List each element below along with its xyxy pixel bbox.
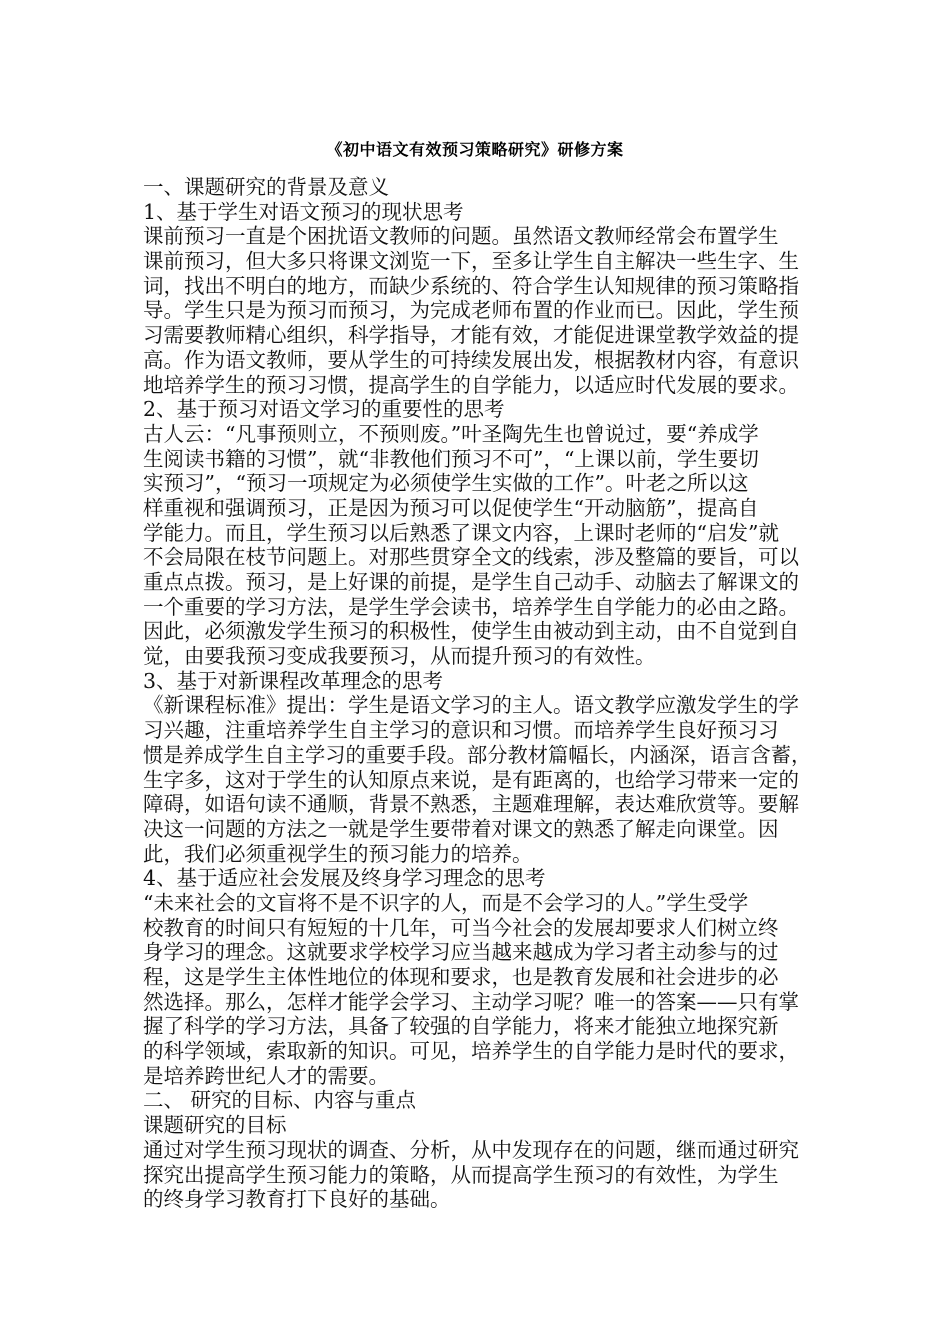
subsection-heading: 1、基于学生对语文预习的现状思考 xyxy=(143,199,464,224)
paragraph-line: 习兴趣，注重培养学生自主学习的意识和习惯。而培养学生良好预习习 xyxy=(143,718,779,743)
paragraph-line: 此，我们必须重视学生的预习能力的培养。 xyxy=(143,841,533,866)
paragraph-line: 学能力。而且，学生预习以后熟悉了课文内容，上课时老师的“启发”就 xyxy=(143,520,779,545)
subsection-heading: 3、基于对新课程改革理念的思考 xyxy=(143,668,444,693)
paragraph-line: “未来社会的文盲将不是不识字的人，而是不会学习的人。”学生受学 xyxy=(143,890,749,915)
paragraph-line: 惯是养成学生自主学习的重要手段。部分教材篇幅长，内涵深，语言含蓄， xyxy=(143,742,812,767)
paragraph-line: 导。学生只是为预习而预习，为完成老师布置的作业而已。因此，学生预 xyxy=(143,298,799,323)
paragraph-line: 一个重要的学习方法，是学生学会读书，培养学生自学能力的必由之路。 xyxy=(143,594,799,619)
paragraph-line: 古人云：“凡事预则立，不预则废。”叶圣陶先生也曾说过，要“养成学 xyxy=(143,421,759,446)
paragraph-line: 词，找出不明白的地方，而缺少系统的、符合学生认知规律的预习策略指 xyxy=(143,273,799,298)
section-heading: 二、 研究的目标、内容与重点 xyxy=(143,1088,417,1113)
paragraph-line: 探究出提高学生预习能力的策略，从而提高学生预习的有效性，为学生 xyxy=(143,1162,779,1187)
paragraph-line: 生字多，这对于学生的认知原点来说，是有距离的，也给学习带来一定的 xyxy=(143,767,799,792)
paragraph-line: 生阅读书籍的习惯”，就“非教他们预习不可”，“上课以前，学生要切 xyxy=(143,446,759,471)
paragraph-line: 课前预习，但大多只将课文浏览一下，至多让学生自主解决一些生字、生 xyxy=(143,249,799,274)
paragraph-line: 然选择。那么，怎样才能学会学习、主动学习呢？唯一的答案——只有掌 xyxy=(143,989,799,1014)
paragraph-line: 觉，由要我预习变成我要预习，从而提升预习的有效性。 xyxy=(143,644,656,669)
paragraph-line: 课前预习一直是个困扰语文教师的问题。虽然语文教师经常会布置学生 xyxy=(143,224,779,249)
paragraph-line: 实预习”，“预习一项规定为必须使学生实做的工作”。叶老之所以这 xyxy=(143,471,749,496)
paragraph-line: 的科学领域，索取新的知识。可见，培养学生的自学能力是时代的要求， xyxy=(143,1039,799,1064)
paragraph-line: 的终身学习教育打下良好的基础。 xyxy=(143,1187,451,1212)
subsection-heading: 课题研究的目标 xyxy=(143,1113,287,1138)
paragraph-line: 地培养学生的预习习惯，提高学生的自学能力，以适应时代发展的要求。 xyxy=(143,372,799,397)
subsection-heading: 2、基于预习对语文学习的重要性的思考 xyxy=(143,397,505,422)
paragraph-line: 《新课程标准》提出：学生是语文学习的主人。语文教学应激发学生的学 xyxy=(143,693,799,718)
paragraph-line: 通过对学生预习现状的调查、分析，从中发现存在的问题，继而通过研究 xyxy=(143,1137,799,1162)
subsection-heading: 4、基于适应社会发展及终身学习理念的思考 xyxy=(143,866,546,891)
paragraph-line: 习需要教师精心组织，科学指导，才能有效，才能促进课堂教学效益的提 xyxy=(143,323,799,348)
paragraph-line: 不会局限在枝节问题上。对那些贯穿全文的线索，涉及整篇的要旨，可以 xyxy=(143,545,799,570)
document-title: 《初中语文有效预习策略研究》研修方案 xyxy=(326,140,624,159)
paragraph-line: 样重视和强调预习，正是因为预习可以促使学生“开动脑筋”，提高自 xyxy=(143,495,759,520)
paragraph-line: 障碍，如语句读不通顺，背景不熟悉，主题难理解，表达难欣赏等。要解 xyxy=(143,792,799,817)
paragraph-line: 程，这是学生主体性地位的体现和要求，也是教育发展和社会进步的必 xyxy=(143,965,779,989)
paragraph-line: 决这一问题的方法之一就是学生要带着对课文的熟悉了解走向课堂。因 xyxy=(143,816,779,841)
paragraph-line: 高。作为语文教师，要从学生的可持续发展出发，根据教材内容，有意识 xyxy=(143,347,799,372)
document-body xyxy=(143,175,813,1212)
paragraph-line: 重点点拨。预习，是上好课的前提，是学生自己动手、动脑去了解课文的 xyxy=(143,570,799,594)
paragraph-line: 校教育的时间只有短短的十几年，可当今社会的发展却要求人们树立终 xyxy=(143,915,779,940)
section-heading: 一、课题研究的背景及意义 xyxy=(143,175,389,199)
paragraph-line: 因此，必须激发学生预习的积极性，使学生由被动到主动，由不自觉到自 xyxy=(143,619,799,644)
paragraph-line: 是培养跨世纪人才的需要。 xyxy=(143,1063,389,1088)
paragraph-line: 身学习的理念。这就要求学校学习应当越来越成为学习者主动参与的过 xyxy=(143,940,779,965)
paragraph-line: 握了科学的学习方法，具备了较强的自学能力，将来才能独立地探究新 xyxy=(143,1014,779,1039)
